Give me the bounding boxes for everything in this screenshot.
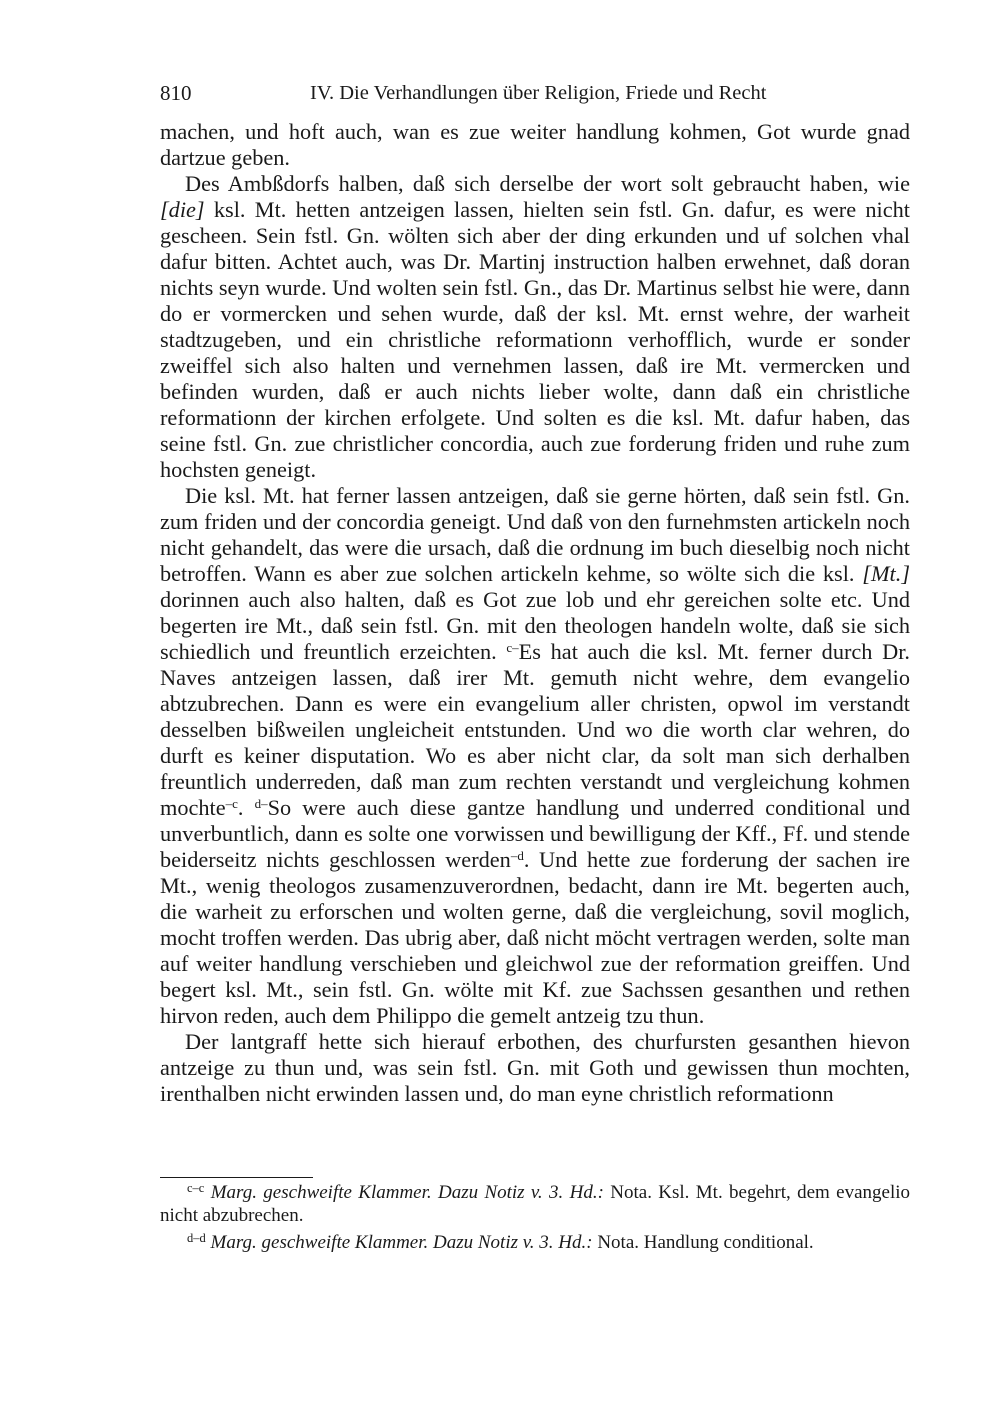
footnote-editorial-note: Marg. geschweifte Klammer. Dazu Notiz v. 3. Hd.: [210, 1182, 604, 1203]
footnote-editorial-note: Marg. geschweifte Klammer. Dazu Notiz v. 3. Hd.: [210, 1232, 593, 1253]
paragraph: Der lantgraff hette sich hierauf erbothen, des churfursten gesanthen hievon antzeige zu thun und, was sein fstl. Gn. mit Goth und gewissen thun mochten, irenthalben nicht erwinden lassen und, do man eyne christlich reformationn [160, 1029, 910, 1106]
footnote-c [160, 1181, 910, 1227]
footnote-divider [160, 1177, 313, 1178]
text-run: Es hat auch die ksl. Mt. ferner durch Dr. Naves antzeigen lassen, daß irer Mt. gemuth nicht wehre, dem evangelio abtzubrechen. Dann es were ein evangelium aller christen, opwol im verstandt desselben bißweilen ungleicheit entstunden. Und wo die worth clar wehren, do durft es keiner disputation. Wo es aber nicht clar, da solt man sich derhalben freuntlich underreden, daß man zum rechten verstandt und vergleichung kohmen mochte [160, 639, 910, 820]
paragraph [160, 483, 910, 1029]
text-run: Des Ambßdorfs halben, daß sich derselbe der wort solt gebraucht haben, wie [185, 171, 910, 196]
page-number: 810 [160, 81, 192, 105]
paragraph: machen, und hoft auch, wan es zue weiter handlung kohmen, Got wurde gnad dartzue geben. [160, 119, 910, 170]
editorial-insertion: [Mt.] [862, 561, 910, 586]
running-head [160, 78, 910, 108]
text-run: ksl. Mt. hetten antzeigen lassen, hielten sein fstl. Gn. dafur, es were nicht gescheen. Sein fstl. Gn. wölten sich aber der ding erkunden und uf solchen vhal dafur bitten. Achtet auch, was Dr. Martinj instruction halben erwehnet, daß doran nichts seyn wurde. Und wolten sein fstl. Gn., das Dr. Martinus selbst hie were, dann do er vormercken und sehen wurde, daß der ksl. Mt. ernst wehre, der warheit stadtzugeben, und ein christliche reformationn verhofflich, wurde er sonder zweiffel sich also halten und vernehmen lassen, daß ire Mt. vermercken und befinden wurden, daß er auch nichts lieber wolte, dann daß ein christliche reformationn der kirchen erfolgete. Und solten es die ksl. Mt. dafur haben, das seine fstl. Gn. zue christlicher concordia, auch zue forderung friden und ruhe zum hochsten geneigt. [160, 197, 910, 482]
main-text [160, 119, 910, 1107]
text-run: So were auch diese gantze handlung und underred conditional und unverbuntlich, dann es solte one vorwissen und bewilligung der Kff., Ff. und stende beiderseitz nichts geschlossen werden [160, 795, 910, 872]
footnote-marker-c-close[interactable]: –c [225, 796, 238, 811]
text-run: . [237, 795, 255, 820]
running-head-title: IV. Die Verhandlungen über Religion, Friede und Recht [310, 82, 767, 104]
footnote-label: c–c [187, 1181, 205, 1195]
footnotes [160, 1181, 910, 1254]
footnote-text: Nota. Handlung conditional. [597, 1232, 814, 1253]
footnote-marker-d-close[interactable]: –d [510, 848, 524, 863]
text-run: dorinnen auch also halten, daß es Got zue lob und ehr gereichen solte etc. Und begerten ire Mt., daß sein fstl. Gn. mit den theologen handeln wolte, daß sie sich schiedlich und freuntlich erzeichten. [160, 587, 910, 664]
editorial-insertion: [die] [160, 197, 205, 222]
footnote-d [160, 1231, 910, 1254]
footnote-marker-d-open[interactable]: d– [254, 796, 268, 811]
footnote-marker-c-open[interactable]: c– [506, 640, 519, 655]
text-run: Die ksl. Mt. hat ferner lassen antzeigen, daß sie gerne hörten, daß sein fstl. Gn. zum friden und der concordia geneigt. Und daß von den furnehmsten artickeln noch nicht gehandelt, das were die ursach, daß die ordnung im buch dieselbig noch nicht betroffen. Wann es aber zue solchen artickeln kehme, so wölte sich die ksl. [160, 483, 910, 586]
footnote-text: Nota. Ksl. Mt. begehrt, dem evangelio nicht abzubrechen. [160, 1182, 911, 1226]
page-content [160, 78, 910, 1107]
footnote-label: d–d [187, 1231, 206, 1245]
paragraph [160, 171, 910, 483]
text-run: . Und hette zue forderung der sachen ire Mt., wenig theologos zusamenzuverordnen, bedacht, dann ire Mt. begerten auch, die warheit zu erforschen und wolten gerne, daß die vergleichung, sovil moglich, mocht troffen werden. Das ubrig aber, daß nicht möcht vertragen werden, solte man auf weiter handlung verschieben und gleichwol zue der reformation greiffen. Und begert ksl. Mt., sein fstl. Gn. wölte mit Kf. zue Sachssen gesanthen und rethen hirvon reden, auch dem Philippo die gemelt antzeig tzu thun. [160, 847, 910, 1028]
